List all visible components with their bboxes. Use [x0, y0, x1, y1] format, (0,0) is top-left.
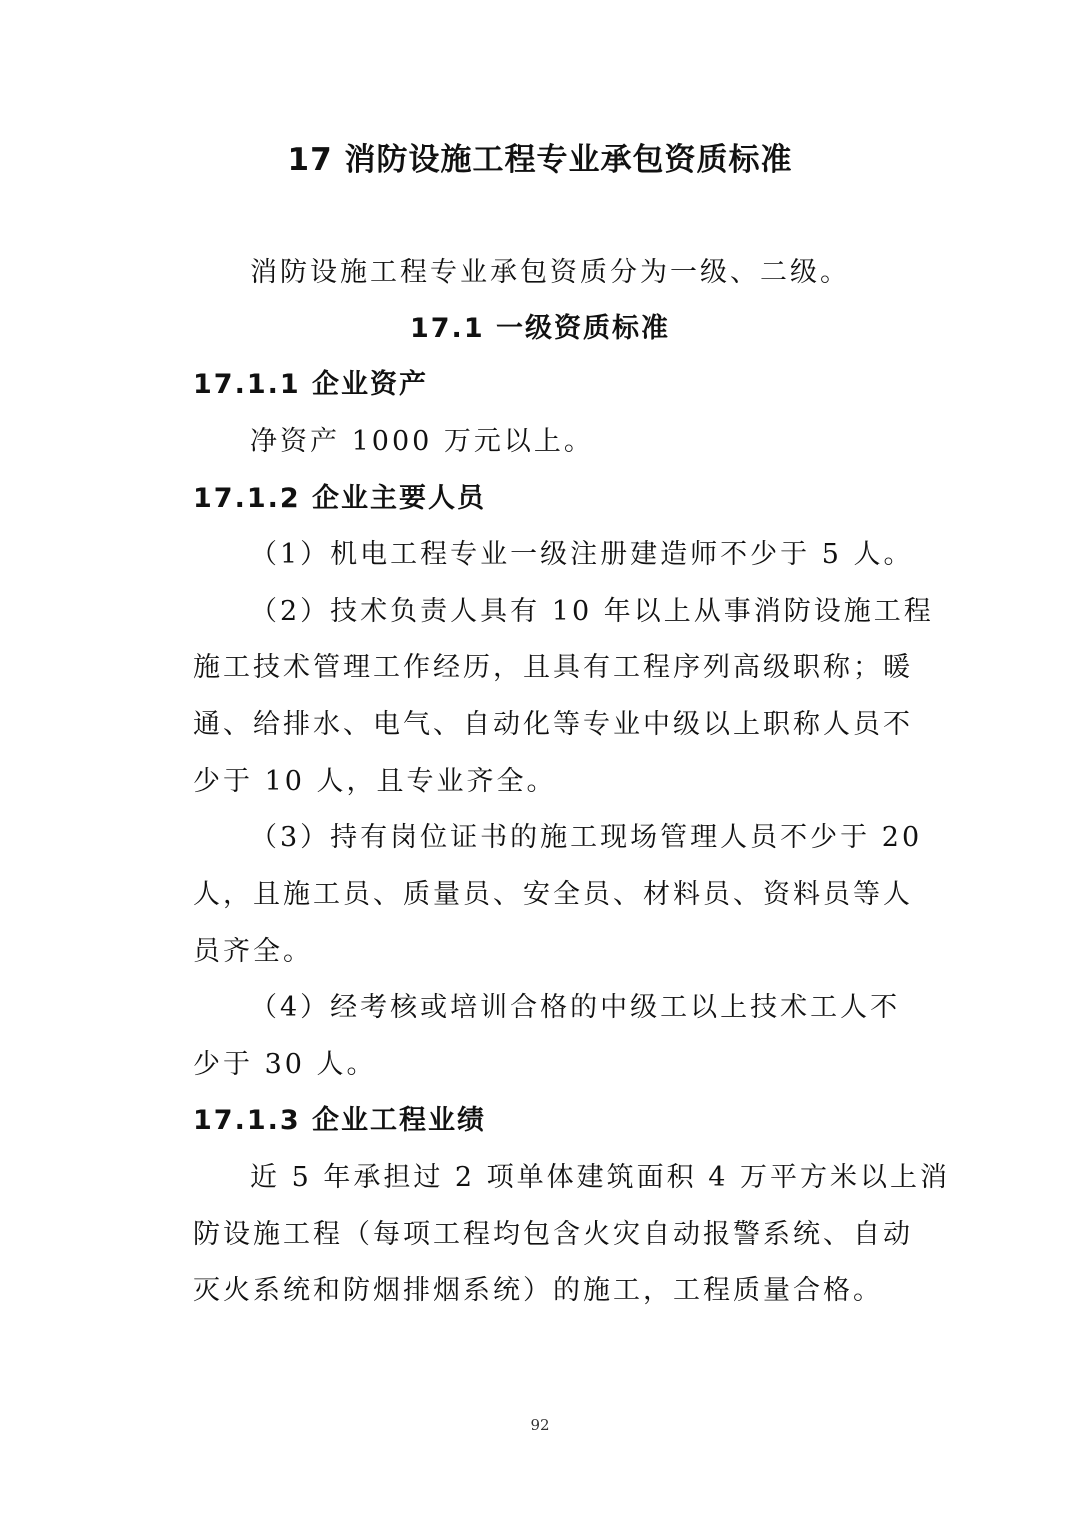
- assets-paragraph: 净资产 1000 万元以上。: [250, 426, 594, 457]
- subsection-heading-17-1-2: 17.1.2 企业主要人员: [193, 483, 487, 514]
- personnel-item-2-line-3: 通、给排水、电气、自动化等专业中级以上职称人员不: [193, 709, 913, 740]
- personnel-item-3-line-1: （3）持有岗位证书的施工现场管理人员不少于 20: [250, 822, 923, 853]
- performance-line-3: 灭火系统和防烟排烟系统）的施工，工程质量合格。: [193, 1275, 883, 1306]
- personnel-item-2-line-2: 施工技术管理工作经历，且具有工程序列高级职称；暖: [193, 652, 913, 683]
- performance-line-2: 防设施工程（每项工程均包含火灾自动报警系统、自动: [193, 1219, 913, 1250]
- intro-paragraph: 消防设施工程专业承包资质分为一级、二级。: [250, 257, 850, 288]
- subsection-heading-17-1-1: 17.1.1 企业资产: [193, 369, 429, 400]
- page-number: 92: [530, 1416, 550, 1434]
- section-heading-17-1: 17.1 一级资质标准: [409, 313, 671, 344]
- personnel-item-2-line-1: （2）技术负责人具有 10 年以上从事消防设施工程: [250, 596, 934, 627]
- personnel-item-2-line-4: 少于 10 人，且专业齐全。: [193, 766, 557, 797]
- personnel-item-3-line-3: 员齐全。: [193, 936, 313, 967]
- personnel-item-4-line-1: （4）经考核或培训合格的中级工以上技术工人不: [250, 992, 901, 1023]
- personnel-item-3-line-2: 人，且施工员、质量员、安全员、材料员、资料员等人: [193, 879, 913, 910]
- subsection-heading-17-1-3: 17.1.3 企业工程业绩: [193, 1105, 487, 1136]
- personnel-item-4-line-2: 少于 30 人。: [193, 1049, 377, 1080]
- personnel-item-1-line-1: （1）机电工程专业一级注册建造师不少于 5 人。: [250, 539, 914, 570]
- document-title: 17 消防设施工程专业承包资质标准: [287, 142, 793, 178]
- performance-line-1: 近 5 年承担过 2 项单体建筑面积 4 万平方米以上消: [250, 1162, 951, 1193]
